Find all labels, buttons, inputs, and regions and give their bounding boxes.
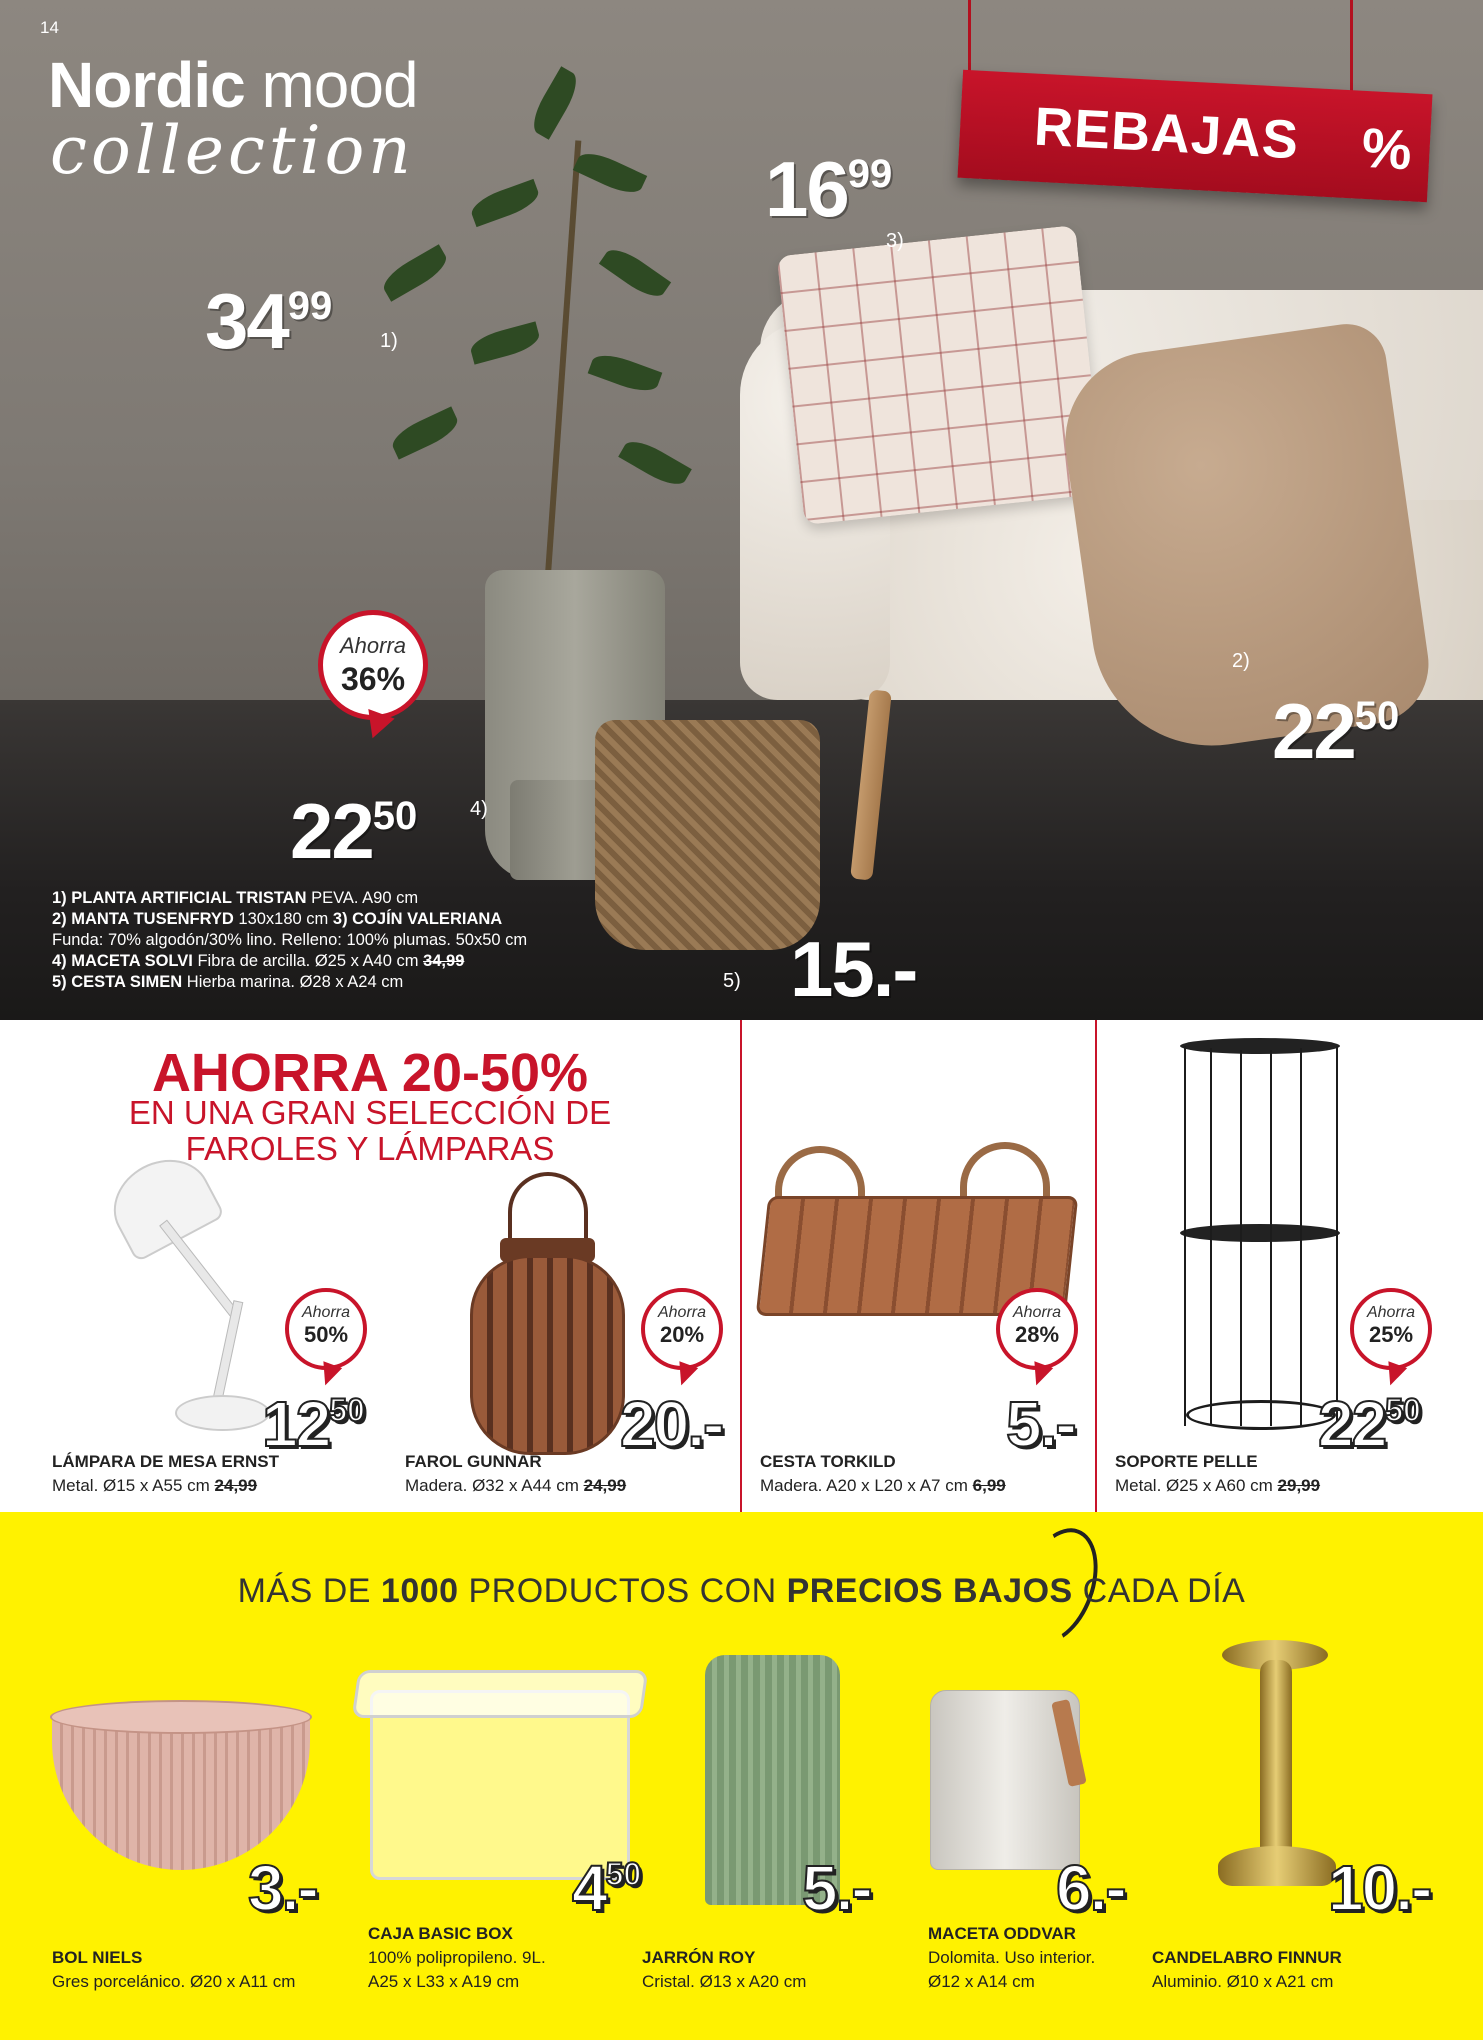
price-main: 20.- xyxy=(620,1388,723,1460)
product-detail xyxy=(405,1476,626,1496)
product-detail: Ø12 x A14 cm xyxy=(928,1972,1035,1991)
desc-name: 2) MANTA TUSENFRYD xyxy=(52,910,234,928)
price-main: 16 xyxy=(765,145,848,233)
detail-text: Metal. Ø25 x A60 cm xyxy=(1115,1476,1273,1495)
price xyxy=(1056,1852,1125,1924)
savings-label: Ahorra xyxy=(1012,1304,1062,1321)
price-cents: 50 xyxy=(605,1856,642,1892)
desc-name: 3) COJÍN VALERIANA xyxy=(332,910,503,928)
price-main: 5.- xyxy=(1006,1388,1075,1460)
product-detail: A25 x L33 x A19 cm xyxy=(368,1972,520,1991)
product-detail: Dolomita. Uso interior. xyxy=(928,1948,1096,1967)
desc-detail: PEVA. A90 cm xyxy=(311,889,419,907)
brand-word-bold: Nordic xyxy=(48,49,245,121)
tagline-part: CADA DÍA xyxy=(1072,1572,1246,1610)
price xyxy=(620,1388,723,1460)
product-name: FAROL GUNNAR xyxy=(405,1452,542,1471)
price-main: 12 xyxy=(262,1388,330,1460)
savings-percent: 36% xyxy=(340,661,406,697)
desc-line xyxy=(52,951,527,972)
storage-box-lid xyxy=(352,1670,649,1718)
price-main: 3.- xyxy=(248,1852,317,1924)
divider xyxy=(740,1020,742,1512)
desc-detail: 130x180 cm xyxy=(238,910,329,928)
old-price: 34,99 xyxy=(423,952,465,970)
price-cents: 99 xyxy=(847,152,893,196)
basket-image xyxy=(595,720,820,950)
price-blanket xyxy=(1272,687,1400,775)
product-name: CAJA BASIC BOX xyxy=(368,1924,513,1943)
price-pot xyxy=(290,787,418,875)
savings-bubble xyxy=(318,610,428,720)
ref-label: 1) xyxy=(380,330,398,352)
leaf xyxy=(388,406,462,459)
promo-title: AHORRA 20-50% xyxy=(151,1043,589,1103)
desc-line xyxy=(52,930,527,951)
savings-percent: 50% xyxy=(303,1322,349,1347)
stand-wire xyxy=(1336,1046,1338,1426)
stand-wire xyxy=(1240,1050,1242,1426)
price xyxy=(1318,1388,1421,1460)
stand-wire xyxy=(1210,1048,1212,1426)
stand-wire xyxy=(1270,1050,1272,1426)
sale-banner xyxy=(957,70,1432,202)
leaf xyxy=(599,242,671,303)
product-detail: 100% polipropileno. 9L. xyxy=(368,1948,546,1967)
desc-name: 5) CESTA SIMEN xyxy=(52,973,183,991)
product-detail xyxy=(760,1476,1006,1496)
lantern-image xyxy=(470,1255,625,1455)
savings-label: Ahorra xyxy=(301,1304,351,1321)
tagline xyxy=(0,1572,1483,1611)
price-basket xyxy=(790,925,917,1013)
desc-detail: Hierba marina. Ø28 x A24 cm xyxy=(186,973,404,991)
product-name: CESTA TORKILD xyxy=(760,1452,896,1471)
price-cents: 50 xyxy=(329,1392,365,1428)
savings-percent: 28% xyxy=(1014,1322,1060,1347)
savings-label: Ahorra xyxy=(657,1304,707,1321)
savings-bubble xyxy=(1350,1288,1432,1370)
price-cents: 99 xyxy=(287,284,333,328)
ref-label: 3) xyxy=(886,230,904,252)
product-detail: Aluminio. Ø10 x A21 cm xyxy=(1152,1972,1334,1991)
product-name: BOL NIELS xyxy=(52,1948,143,1967)
brand-script: collection xyxy=(50,112,415,189)
price xyxy=(262,1388,365,1460)
price-main: 22 xyxy=(1318,1388,1386,1460)
detail-text: Metal. Ø15 x A55 cm xyxy=(52,1476,210,1495)
leaf xyxy=(378,244,452,302)
price-main: 4 xyxy=(572,1852,606,1924)
savings-percent: 25% xyxy=(1368,1322,1414,1347)
product-detail xyxy=(1115,1476,1320,1496)
price xyxy=(1006,1388,1075,1460)
promo-line-2: FAROLES Y LÁMPARAS xyxy=(185,1130,555,1167)
price-main: 22 xyxy=(1272,687,1355,775)
leaf xyxy=(588,349,663,397)
desc-detail: Funda: 70% algodón/30% lino. Relleno: 100% plumas. 50x50 cm xyxy=(52,931,528,949)
price-cents: 50 xyxy=(1354,694,1400,738)
old-price: 24,99 xyxy=(214,1476,258,1495)
old-price: 24,99 xyxy=(583,1476,627,1495)
price-main: 22 xyxy=(290,787,373,875)
tagline-part: MÁS DE xyxy=(237,1572,381,1610)
product-detail: Cristal. Ø13 x A20 cm xyxy=(642,1972,807,1991)
tagline-bold: 1000 xyxy=(380,1572,459,1610)
product-name: SOPORTE PELLE xyxy=(1115,1452,1258,1471)
price-cushion xyxy=(765,145,893,233)
price-plant xyxy=(205,277,333,365)
stand-top xyxy=(1180,1038,1340,1054)
price xyxy=(248,1852,317,1924)
savings-label: Ahorra xyxy=(1366,1304,1416,1321)
price-main: 10.- xyxy=(1328,1852,1431,1924)
price-main: 15.- xyxy=(790,925,917,1013)
leaf xyxy=(468,321,542,364)
desc-line xyxy=(52,972,527,993)
leaf xyxy=(573,146,647,199)
tagline-part: PRODUCTOS CON xyxy=(458,1572,787,1610)
brand-word-light: mood xyxy=(261,49,418,121)
product-name: JARRÓN ROY xyxy=(642,1948,756,1967)
old-price: 29,99 xyxy=(1277,1476,1321,1495)
desc-detail: Fibra de arcilla. Ø25 x A40 cm xyxy=(197,952,419,970)
brand-title xyxy=(48,48,418,122)
desc-line xyxy=(52,909,527,930)
ref-label: 4) xyxy=(470,798,488,820)
price-main: 5.- xyxy=(802,1852,871,1924)
divider xyxy=(1095,1020,1097,1512)
candle-holder-image xyxy=(1260,1660,1292,1860)
savings-bubble xyxy=(285,1288,367,1370)
price xyxy=(572,1852,642,1924)
price xyxy=(1328,1852,1431,1924)
tagline-bold: PRECIOS BAJOS xyxy=(786,1572,1073,1610)
plant-image xyxy=(545,140,582,579)
ref-label: 5) xyxy=(723,970,741,992)
cushion-image xyxy=(777,225,1104,525)
price-main: 34 xyxy=(205,277,288,365)
hero-descriptions xyxy=(52,888,527,993)
price-cents: 50 xyxy=(372,794,418,838)
desc-line xyxy=(52,888,527,909)
ref-label: 2) xyxy=(1232,650,1250,672)
product-detail xyxy=(52,1476,257,1496)
lamp-base xyxy=(175,1395,270,1431)
desc-name: 4) MACETA SOLVI xyxy=(52,952,193,970)
stand-wire xyxy=(1184,1046,1186,1426)
leaf xyxy=(526,66,584,140)
savings-bubble xyxy=(641,1288,723,1370)
price-main: 6.- xyxy=(1056,1852,1125,1924)
product-detail: Gres porcelánico. Ø20 x A11 cm xyxy=(52,1972,296,1991)
bowl-rim xyxy=(50,1700,312,1734)
old-price: 6,99 xyxy=(972,1476,1006,1495)
stand-ring xyxy=(1186,1400,1336,1430)
leaf xyxy=(468,179,543,227)
price xyxy=(802,1852,871,1924)
desc-name: 1) PLANTA ARTIFICIAL TRISTAN xyxy=(52,889,307,907)
stand-wire xyxy=(1300,1048,1302,1426)
page-number: 14 xyxy=(40,18,59,37)
savings-label: Ahorra xyxy=(339,633,407,658)
product-name: MACETA ODDVAR xyxy=(928,1924,1076,1943)
sale-banner-text: REBAJAS xyxy=(1032,96,1301,171)
leaf xyxy=(618,434,692,492)
detail-text: Madera. A20 x L20 x A7 cm xyxy=(760,1476,968,1495)
detail-text: Madera. Ø32 x A44 cm xyxy=(405,1476,579,1495)
promo-line-1: EN UNA GRAN SELECCIÓN DE xyxy=(128,1094,612,1131)
product-name: CANDELABRO FINNUR xyxy=(1152,1948,1342,1967)
product-name: LÁMPARA DE MESA ERNST xyxy=(52,1452,279,1471)
savings-percent: 20% xyxy=(659,1322,705,1347)
candle-holder-base xyxy=(1218,1846,1336,1886)
stand-shelf xyxy=(1180,1224,1340,1242)
price-cents: 50 xyxy=(1385,1392,1421,1428)
savings-bubble xyxy=(996,1288,1078,1370)
sale-banner-percent: % xyxy=(1360,115,1414,182)
